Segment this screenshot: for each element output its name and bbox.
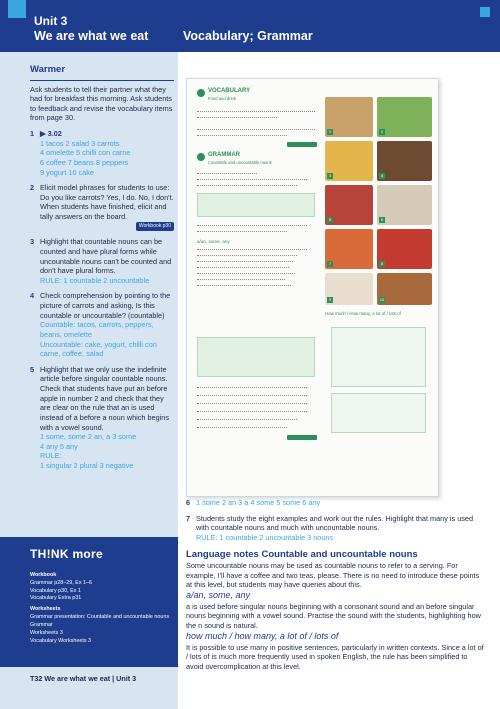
photo-tacos [325, 97, 373, 137]
language-notes-p1: Some uncountable nouns may be used as countable nouns to refer to a serving. For example, I'll have a coffee and two teas, please. There is no need to introduce these points at this level, but students may have queries about this. [186, 561, 480, 590]
photo-cake [377, 273, 432, 305]
workbook-ref [287, 435, 317, 440]
photo-number: 7 [328, 261, 332, 266]
vocabulary-icon [197, 89, 205, 97]
divider [197, 185, 297, 186]
decor-square [8, 0, 26, 18]
answers: 9 yogurt 10 cake [40, 167, 94, 177]
step-number: 4 [30, 291, 35, 301]
worksheets-heading: Worksheets [30, 606, 61, 613]
warmer-title: Warmer [30, 64, 66, 75]
answers: 6 coffee 7 beans 8 peppers [40, 157, 129, 167]
answers: Uncountable: cake, yogurt, chilli con carne, coffee, salad [40, 339, 157, 359]
page-footer: T32 We are what we eat | Unit 3 [30, 674, 137, 683]
answers: 1 tacos 2 salad 3 carrots [40, 138, 120, 148]
language-notes-h3: how much / how many, a lot of / lots of [186, 630, 339, 641]
header-bar [0, 0, 500, 52]
list-item: Vocabulary Worksheets 3 [30, 637, 92, 644]
photo-number: 2 [380, 129, 384, 134]
divider [197, 411, 307, 412]
divider [197, 261, 293, 262]
divider [197, 179, 307, 180]
photo-number: 6 [380, 217, 384, 222]
rule-box [197, 337, 315, 377]
think-more-title: TH!NK more [30, 547, 104, 561]
answers: 4 any 5 any [40, 441, 78, 451]
rule: RULE: 1 countable 2 uncountable 3 nouns [196, 532, 334, 542]
step-number: 2 [30, 183, 35, 193]
book-some-any: a/an, some, any [197, 239, 230, 244]
unit-number: Unit 3 [34, 14, 68, 28]
step-text: Students study the eight examples and work out the rules. Highlight that many is used with countable nouns and much with uncountable nouns. [196, 513, 474, 533]
divider [197, 427, 287, 428]
section-title: Vocabulary; Grammar [183, 29, 313, 43]
divider [197, 129, 315, 130]
photo-beans [377, 185, 432, 225]
answers: 1 some, some 2 an, a 3 some [40, 432, 137, 442]
divider [197, 231, 287, 232]
step-number: 6 [186, 498, 191, 507]
rule: RULE: 1 countable 2 uncountable [40, 275, 150, 285]
photo-number: 1 [328, 129, 332, 134]
step-text: Highlight that we only use the indefinite article before singular countable nouns. Check that students have put an before apple in number 2 and check that they are clear on the rule that an is used instead of a before a noun which begins with a vowel sound. [40, 364, 170, 432]
language-notes-title: Language notes Countable and uncountable nouns [186, 548, 418, 560]
step-6 [186, 498, 486, 508]
divider [197, 249, 307, 250]
divider [197, 403, 307, 404]
divider [197, 285, 291, 286]
photo-chilli [325, 185, 373, 225]
step-number: 3 [30, 237, 35, 247]
step-1 [30, 129, 174, 177]
step-3 [30, 237, 174, 285]
divider [197, 387, 307, 388]
divider [197, 419, 297, 420]
list-item: Grammar [30, 621, 53, 628]
list-item: Grammar p28–29, Ex 1–6 [30, 579, 93, 586]
warmer-text: Ask students to tell their partner what they had for breakfast this morning. Ask students to feedback and revise the vocabulary items from page 30. [30, 84, 173, 123]
table-box [331, 327, 426, 387]
photo-carrots [325, 229, 373, 269]
divider [197, 135, 287, 136]
think-more-box [0, 537, 178, 667]
workbook-heading: Workbook [30, 572, 57, 578]
right-notes [186, 498, 486, 671]
book-how-much: How much / How many, a lot of / lots of [325, 311, 401, 316]
list-item: Worksheets 3 [30, 629, 63, 636]
decor-square [480, 7, 490, 17]
rule-box [197, 193, 315, 217]
step-number: 1 [30, 129, 35, 139]
list-item: Vocabulary Extra p31 [30, 595, 82, 602]
step-text: Elicit model phrases for students to use: Do you like carrots? Yes, I do. No, I don't. When students have finished, elicit and tally answers on the board. [40, 183, 174, 222]
divider [197, 173, 257, 174]
language-notes-h2: a/an, some, any [186, 589, 251, 600]
photo-number: 9 [328, 297, 332, 302]
answers: 4 omelette 5 chilli con carne [40, 148, 131, 158]
photo-yogurt [325, 273, 373, 305]
divider [197, 111, 315, 112]
step-text: Highlight that countable nouns can be counted and have plural forms while uncountable nouns can't be counted and don't have plural forms. [40, 237, 172, 276]
photo-number: 4 [380, 173, 384, 178]
photo-number: 3 [328, 173, 332, 178]
grammar-icon [197, 153, 205, 161]
workbook-badge: Workbook p30 [136, 222, 174, 231]
divider [197, 117, 277, 118]
list-item: Vocabulary p30, Ex 1 [30, 587, 81, 594]
rule-label: RULE: [40, 451, 62, 461]
photo-salad [377, 97, 432, 137]
divider [197, 225, 307, 226]
book-vocab-sub: Food and drink [208, 96, 236, 101]
list-item: Grammar presentation: Countable and uncountable nouns [30, 614, 170, 621]
step-5 [30, 365, 174, 471]
divider [30, 80, 174, 81]
divider [197, 279, 285, 280]
step-4 [30, 291, 174, 358]
step-text: Check comprehension by pointing to the picture of carrots and asking, Is this countable or uncountable? (countable) [40, 291, 171, 320]
step-number: 7 [186, 513, 191, 523]
unit-title: We are what we eat [34, 29, 149, 43]
photo-number: 10 [379, 297, 385, 302]
book-vocab-title: VOCABULARY [208, 88, 251, 94]
divider [197, 255, 297, 256]
language-notes-p3: It is possible to use many in positive sentences, particularly in written contexts. Since a lot of / lots of is much more frequently used in spoken English, the rule has been simplified to avoid overcomplication at this level. [186, 642, 484, 671]
answers: Countable: tacos, carrots, peppers, beans, omelette [40, 320, 154, 339]
photo-omelette [325, 141, 373, 181]
step-2 [30, 183, 174, 231]
language-notes-p2: a is used before singular nouns beginning with a consonant sound and an before singular nouns beginning with a vowel sound. Practise the sound with the students, highlighting how the n sound is natural. [186, 601, 481, 631]
book-grammar-sub: Countable and uncountable nouns [208, 160, 272, 165]
photo-number: 8 [380, 261, 384, 266]
divider [197, 267, 289, 268]
audio-track: 3.02 [47, 129, 62, 139]
step-number: 5 [30, 364, 35, 374]
rule-box [331, 393, 426, 433]
audio-icon: ▶ [40, 129, 48, 139]
divider [197, 395, 307, 396]
step-7 [186, 514, 486, 543]
book-grammar-title: GRAMMAR [208, 152, 240, 158]
answers: 1 some 2 an 3 a 4 some 5 some 6 any [196, 498, 321, 507]
photo-peppers [377, 229, 432, 269]
photo-number: 5 [328, 217, 332, 222]
photo-coffee [377, 141, 432, 181]
divider [197, 273, 295, 274]
student-book-page [186, 78, 439, 497]
workbook-ref [287, 142, 317, 147]
rule: 1 singular 2 plural 3 negative [40, 461, 134, 471]
